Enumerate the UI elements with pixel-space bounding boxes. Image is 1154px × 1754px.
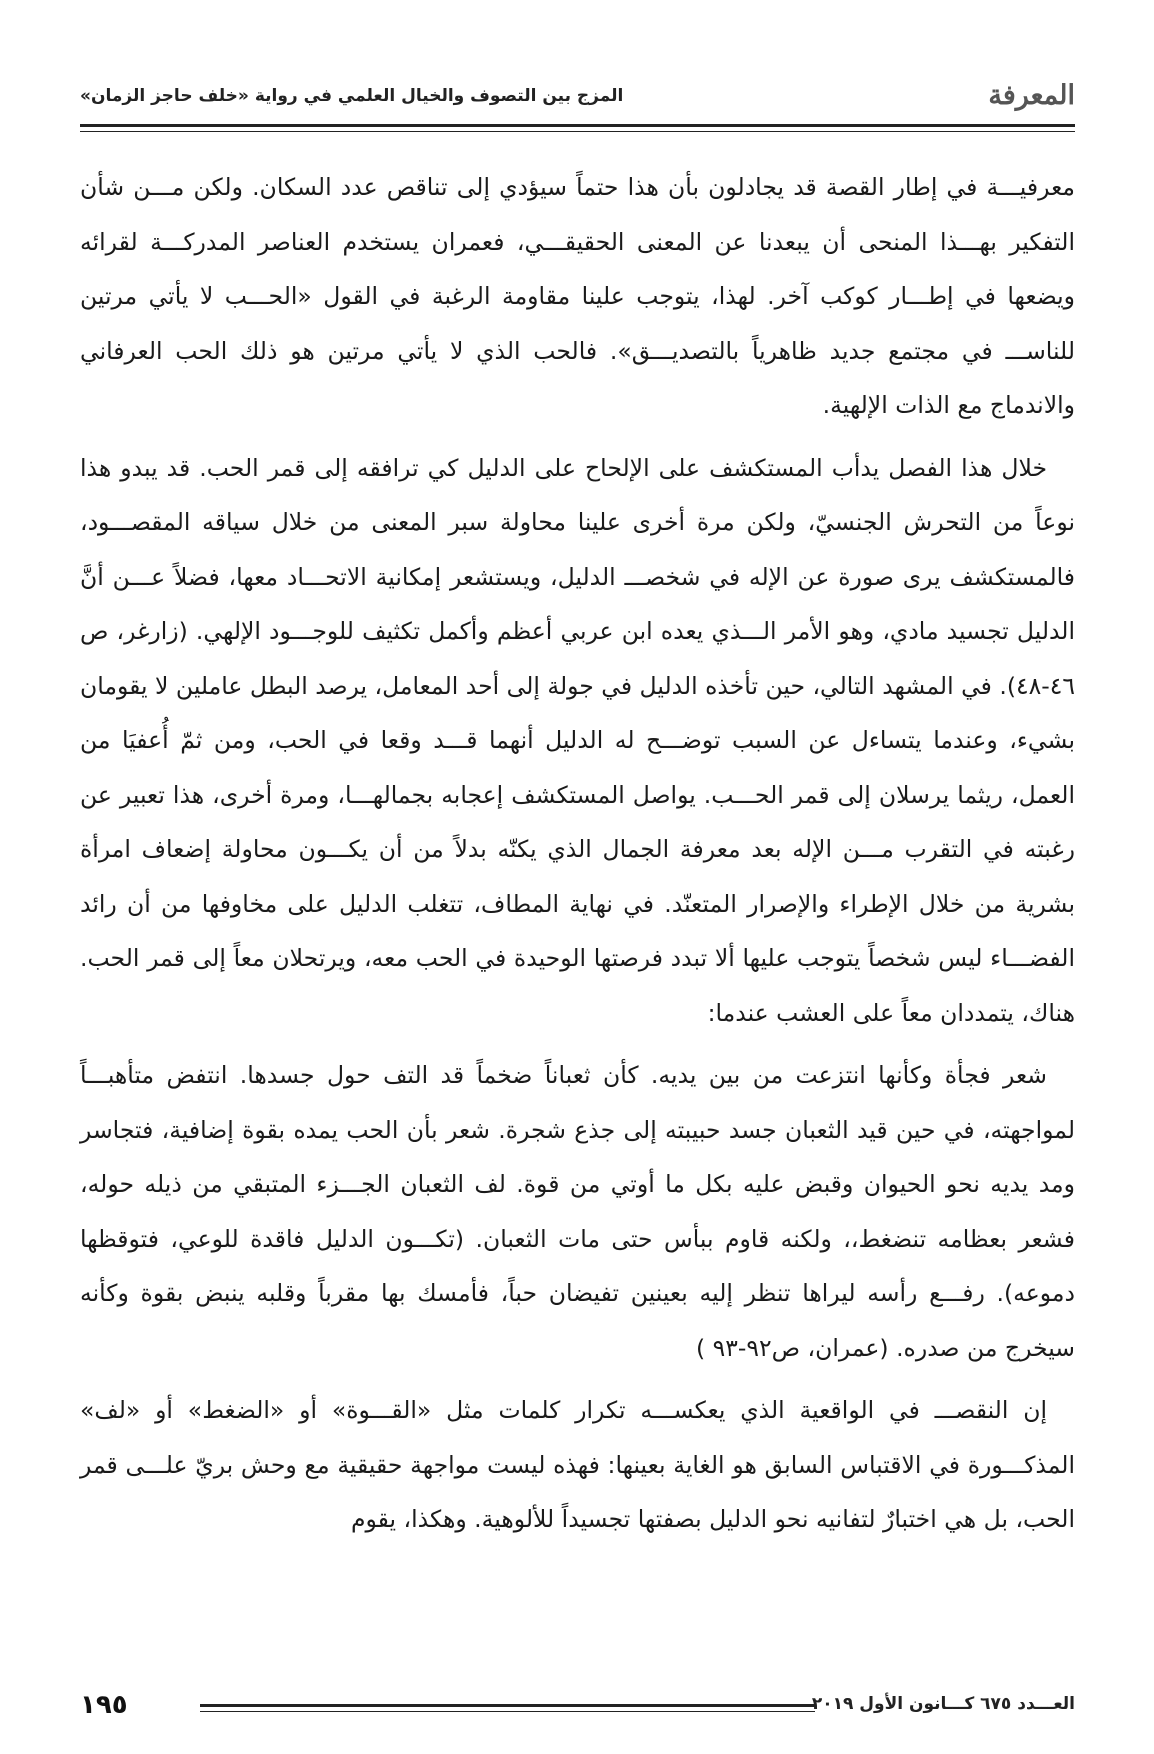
header-rule-thin xyxy=(80,131,1075,132)
running-title: المزج بين التصوف والخيال العلمي في رواية «خلف حاجز الزمان» xyxy=(80,86,624,106)
article-body xyxy=(80,160,1075,1547)
footer-rule xyxy=(200,1704,815,1707)
paragraph-1: معرفيـــة في إطار القصة قد يجادلون بأن هذا حتماً سيؤدي إلى تناقص عدد السكان. ولكن مـــن شأن التفكير بهـــذا المنحى أن يبعدنا عن المعنى الحقيقـــي، فعمران يستخدم العناصر المدركـــة لقرائه ويضعها في إطـــار كوكب آخر. لهذا، يتوجب علينا مقاومة الرغبة في القول «الحـــب لا يأتي مرتين للناســـ في مجتمع جديد ظاهرياً بالتصديـــق». فالحب الذي لا يأتي مرتين هو ذلك الحب العرفاني والاندماج مع الذات الإلهية. xyxy=(80,173,1075,419)
issue-info: العـــدد ٦٧٥ كـــانون الأول ٢٠١٩ xyxy=(811,1694,1075,1714)
paragraph-3: إن النقصـــ في الواقعية الذي يعكســـه تكرار كلمات مثل «القـــوة» أو «الضغط» أو «لف» المذكـــورة في الاقتباس السابق هو الغاية بعينها: فهذه ليست مواجهة حقيقية مع وحش بريّ علـــى قمر الحب، بل هي اختبارٌ لتفانيه نحو الدليل بصفتها تجسيداً للألوهية. وهكذا، يقوم xyxy=(80,1396,1075,1533)
page-header xyxy=(80,78,1075,122)
page-number: ١٩٥ xyxy=(80,1690,128,1720)
paragraph-2: خلال هذا الفصل يدأب المستكشف على الإلحاح على الدليل كي ترافقه إلى قمر الحب. قد يبدو هذا نوعاً من التحرش الجنسيّ، ولكن مرة أخرى علينا محاولة سبر المعنى من خلال سياقه المقصـــود، فالمستكشف يرى صورة عن الإله في شخصـــ الدليل، ويستشعر إمكانية الاتحـــاد معها، فضلاً عـــن أنَّ الدليل تجسيد مادي، وهو الأمر الـــذي يعده ابن عربي أعظم وأكمل تكثيف للوجـــود الإلهي. (زارغر، ص ٤٦-٤٨). في المشهد التالي، حين تأخذه الدليل في جولة إلى أحد المعامل، يرصد البطل عاملين لا يقومان بشيء، وعندما يتساءل عن السبب توضـــح له الدليل أنهما قـــد وقعا في الحب، ومن ثمّ أُعفيَا من العمل، ريثما يرسلان إلى قمر الحـــب. يواصل المستكشف إعجابه بجمالهـــا، ومرة أخرى، هذا تعبير عن رغبته في التقرب مـــن الإله بعد معرفة الجمال الذي يكنّه بدلاً من أن يكـــون محاولة إضعاف امرأة بشرية من خلال الإطراء والإصرار المتعنّد. في نهاية المطاف، تتغلب الدليل على مخاوفها من أن رائد الفضـــاء ليس شخصاً يتوجب عليها ألا تبدد فرصتها الوحيدة في الحب معه، ويرتحلان معاً إلى قمر الحب. هناك، يتمددان معاً على العشب عندما: xyxy=(80,453,1075,1027)
journal-logo: المعرفة xyxy=(988,80,1075,111)
page-footer xyxy=(80,1688,1075,1728)
footer-rule-thin xyxy=(200,1711,815,1712)
block-quote: شعر فجأة وكأنها انتزعت من بين يديه. كأن ثعباناً ضخماً قد التف حول جسدها. انتفض متأهبـــاً لمواجهته، في حين قيد الثعبان جسد حبيبته إلى جذع شجرة. شعر بأن الحب يمده بقوة إضافية، فتجاسر ومد يديه نحو الحيوان وقبض عليه بكل ما أوتي من قوة. لف الثعبان الجـــزء المتبقي من ذيله حوله، فشعر بعظامه تنضغط،، ولكنه قاوم ببأس حتى مات الثعبان. (تكـــون الدليل فاقدة للوعي، فتوقظها دموعه). رفـــع رأسه ليراها تنظر إليه بعينين تفيضان حباً، فأمسك بها مقرباً وقلبه ينبض بقوة وكأنه سيخرج من صدره. (عمران، ص٩٢-٩٣ ) xyxy=(80,1061,1075,1362)
header-rule xyxy=(80,124,1075,127)
